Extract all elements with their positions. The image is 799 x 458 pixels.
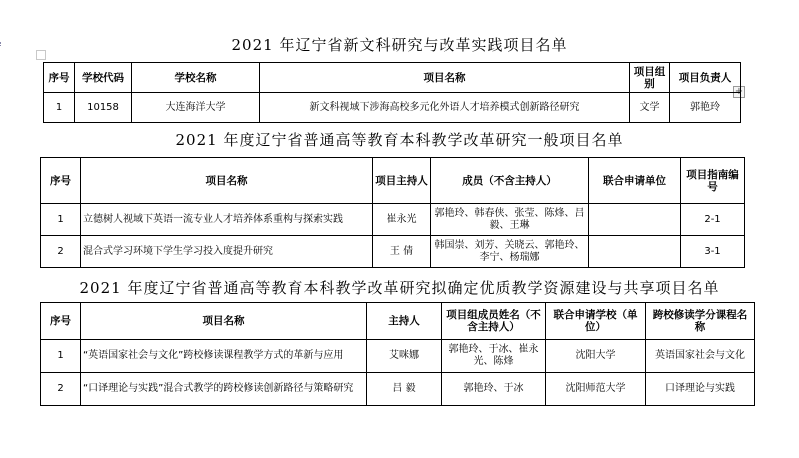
table1-header-cell: 序号 — [44, 63, 75, 93]
table3-cell: “口译理论与实践”混合式教学的跨校修读创新路径与策略研究 — [81, 373, 367, 406]
table3-cell: 沈阳师范大学 — [546, 373, 646, 406]
table1-header-cell: 项目名称 — [260, 63, 630, 93]
table3-cell: 1 — [41, 340, 81, 373]
table2-cell — [589, 204, 681, 236]
table3-cell: 艾咪娜 — [367, 340, 442, 373]
table3-header-cell: 主持人 — [367, 303, 442, 340]
table1-header-row — [44, 63, 741, 93]
table2-cell: 2 — [41, 236, 81, 268]
table2-cell — [589, 236, 681, 268]
table3-cell: 郭艳玲、于冰 — [442, 373, 546, 406]
table2-header-row — [41, 158, 745, 204]
table2-title: 2021 年度辽宁省普通高等教育本科教学改革研究一般项目名单 — [175, 131, 624, 149]
table1-header-cell: 项目组别 — [630, 63, 670, 93]
table3-cell: 郭艳玲、于冰、崔永光、陈烽 — [442, 340, 546, 373]
table-row — [41, 236, 745, 268]
table1-header-cell: 学校代码 — [75, 63, 132, 93]
table2-cell: 2-1 — [681, 204, 745, 236]
table3-header-cell: 项目名称 — [81, 303, 367, 340]
table1-header-cell: 学校名称 — [132, 63, 260, 93]
table2-cell: 立德树人视域下英语一流专业人才培养体系重构与探索实践 — [81, 204, 373, 236]
table3-cell: 2 — [41, 373, 81, 406]
table3-cell: “英语国家社会与文化”跨校修读课程教学方式的革新与应用 — [81, 340, 367, 373]
table1 — [43, 62, 741, 123]
table1-cell: 文学 — [630, 93, 670, 123]
table2-cell: 混合式学习环境下学生学习投入度提升研究 — [81, 236, 373, 268]
table3-header-cell: 项目组成员姓名（不含主持人） — [442, 303, 546, 340]
table1-header-cell: 项目负责人 — [670, 63, 741, 93]
table3-title: 2021 年度辽宁省普通高等教育本科教学改革研究拟确定优质教学资源建设与共享项目名单 — [79, 279, 720, 297]
table2 — [40, 157, 745, 268]
table2-header-cell: 成员（不含主持人） — [431, 158, 589, 204]
table2-header-cell: 项目主持人 — [373, 158, 431, 204]
table2-header-cell: 联合申请单位 — [589, 158, 681, 204]
table2-cell: 崔永光 — [373, 204, 431, 236]
table3-cell: 英语国家社会与文化 — [646, 340, 755, 373]
table-row — [41, 340, 755, 373]
table3-header-cell: 序号 — [41, 303, 81, 340]
table3-header-cell: 联合申请学校（单位） — [546, 303, 646, 340]
table3-header-row — [41, 303, 755, 340]
table3-cell: 吕 毅 — [367, 373, 442, 406]
table3-cell: 口译理论与实践 — [646, 373, 755, 406]
table-row — [41, 204, 745, 236]
table3-header-cell: 跨校修读学分课程名称 — [646, 303, 755, 340]
table2-cell: 郭艳玲、韩春侠、张莹、陈烽、吕毅、王琳 — [431, 204, 589, 236]
table1-cell: 新文科视域下涉海高校多元化外语人才培养模式创新路径研究 — [260, 93, 630, 123]
table2-header-cell: 项目指南编号 — [681, 158, 745, 204]
add-column-handle[interactable]: + — [734, 86, 744, 97]
table2-cell: 3-1 — [681, 236, 745, 268]
table2-cell: 王 倩 — [373, 236, 431, 268]
table2-header-cell: 序号 — [41, 158, 81, 204]
table3 — [40, 302, 755, 406]
table3-cell: 沈阳大学 — [546, 340, 646, 373]
table2-cell: 韩国崇、刘芳、关晓云、郭艳玲、李宁、杨瑞娜 — [431, 236, 589, 268]
table-row — [41, 373, 755, 406]
table2-cell: 1 — [41, 204, 81, 236]
table1-cell: 郭艳玲 — [670, 93, 741, 123]
table1-cell: 大连海洋大学 — [132, 93, 260, 123]
table2-header-cell: 项目名称 — [81, 158, 373, 204]
table1-cell: 1 — [44, 93, 75, 123]
table-row — [44, 93, 741, 123]
table1-cell: 10158 — [75, 93, 132, 123]
table1-title: 2021 年辽宁省新文科研究与改革实践项目名单 — [231, 36, 568, 54]
